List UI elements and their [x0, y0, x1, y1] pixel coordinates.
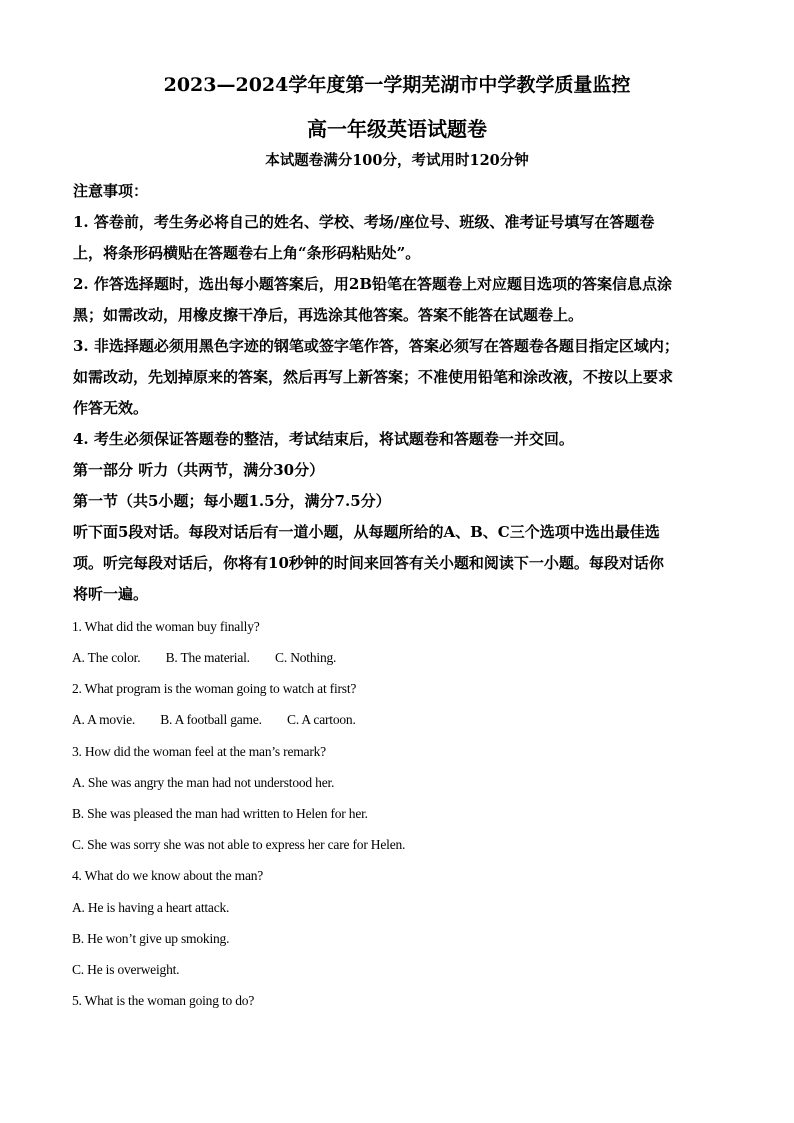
exam-title: 2023—2024学年度第一学期芜湖市中学教学质量监控: [163, 74, 631, 96]
notice-item-3-line-1: 3. 非选择题必须用黑色字迹的钢笔或签字笔作答，答案必须写在答题卷各题目指定区域内；: [73, 337, 679, 355]
score-info: 本试题卷满分100分，考试用时120分钟: [265, 152, 529, 169]
question-5: 5. What is the woman going to do?: [72, 993, 255, 1008]
part-one-heading: 第一部分 听力（共两节，满分30分）: [73, 461, 325, 479]
option-a: A. The color.: [72, 650, 141, 665]
section-one-heading: 第一节（共5小题；每小题1.5分，满分7.5分）: [73, 492, 391, 510]
option-b: B. The material.: [165, 650, 250, 665]
question-3-option-c: C. She was sorry she was not able to express her care for Helen.: [72, 837, 406, 852]
option-a: A. A movie.: [72, 712, 136, 727]
notice-item-3-line-2: 如需改动，先划掉原来的答案，然后再写上新答案；不准使用铅笔和涂改液，不按以上要求: [73, 368, 674, 386]
notice-item-1-line-2: 上，将条形码横贴在答题卷右上角“条形码粘贴处”。: [73, 244, 421, 262]
notice-item-2-line-2: 黑；如需改动，用橡皮擦干净后，再选涂其他答案。答案不能答在试题卷上。: [73, 306, 584, 324]
question-1-options: [72, 650, 358, 666]
question-4-option-c: C. He is overweight.: [72, 962, 180, 977]
question-3: 3. How did the woman feel at the man’s remark?: [72, 744, 326, 759]
instructions-line-1: 听下面5段对话。每段对话后有一道小题，从每题所给的A、B、C三个选项中选出最佳选: [73, 523, 660, 541]
notice-item-2-line-1: 2. 作答选择题时，选出每小题答案后，用2B铅笔在答题卷上对应题目选项的答案信息点涂: [73, 275, 673, 293]
question-3-option-b: B. She was pleased the man had written to Helen for her.: [72, 806, 368, 821]
question-4: 4. What do we know about the man?: [72, 868, 264, 883]
question-3-option-a: A. She was angry the man had not understood her.: [72, 775, 335, 790]
question-2-options: [72, 712, 378, 728]
notice-heading: 注意事项：: [73, 182, 149, 200]
notice-item-3-line-3: 作答无效。: [73, 399, 149, 417]
option-b: B. A football game.: [160, 712, 262, 727]
instructions-line-2: 项。听完每段对话后，你将有10秒钟的时间来回答有关小题和阅读下一小题。每段对话你: [73, 554, 664, 572]
question-2: 2. What program is the woman going to watch at first?: [72, 681, 357, 696]
option-c: C. A cartoon.: [287, 712, 356, 727]
question-4-option-a: A. He is having a heart attack.: [72, 900, 230, 915]
exam-subtitle: 高一年级英语试题卷: [307, 117, 487, 141]
question-4-option-b: B. He won’t give up smoking.: [72, 931, 230, 946]
notice-item-1-line-1: 1. 答卷前，考生务必将自己的姓名、学校、考场/座位号、班级、准考证号填写在答题卷: [73, 213, 655, 231]
instructions-line-3: 将听一遍。: [73, 585, 149, 603]
question-1: 1. What did the woman buy finally?: [72, 619, 260, 634]
notice-item-4-line-1: 4. 考生必须保证答题卷的整洁，考试结束后，将试题卷和答题卷一并交回。: [73, 430, 574, 448]
option-c: C. Nothing.: [275, 650, 337, 665]
